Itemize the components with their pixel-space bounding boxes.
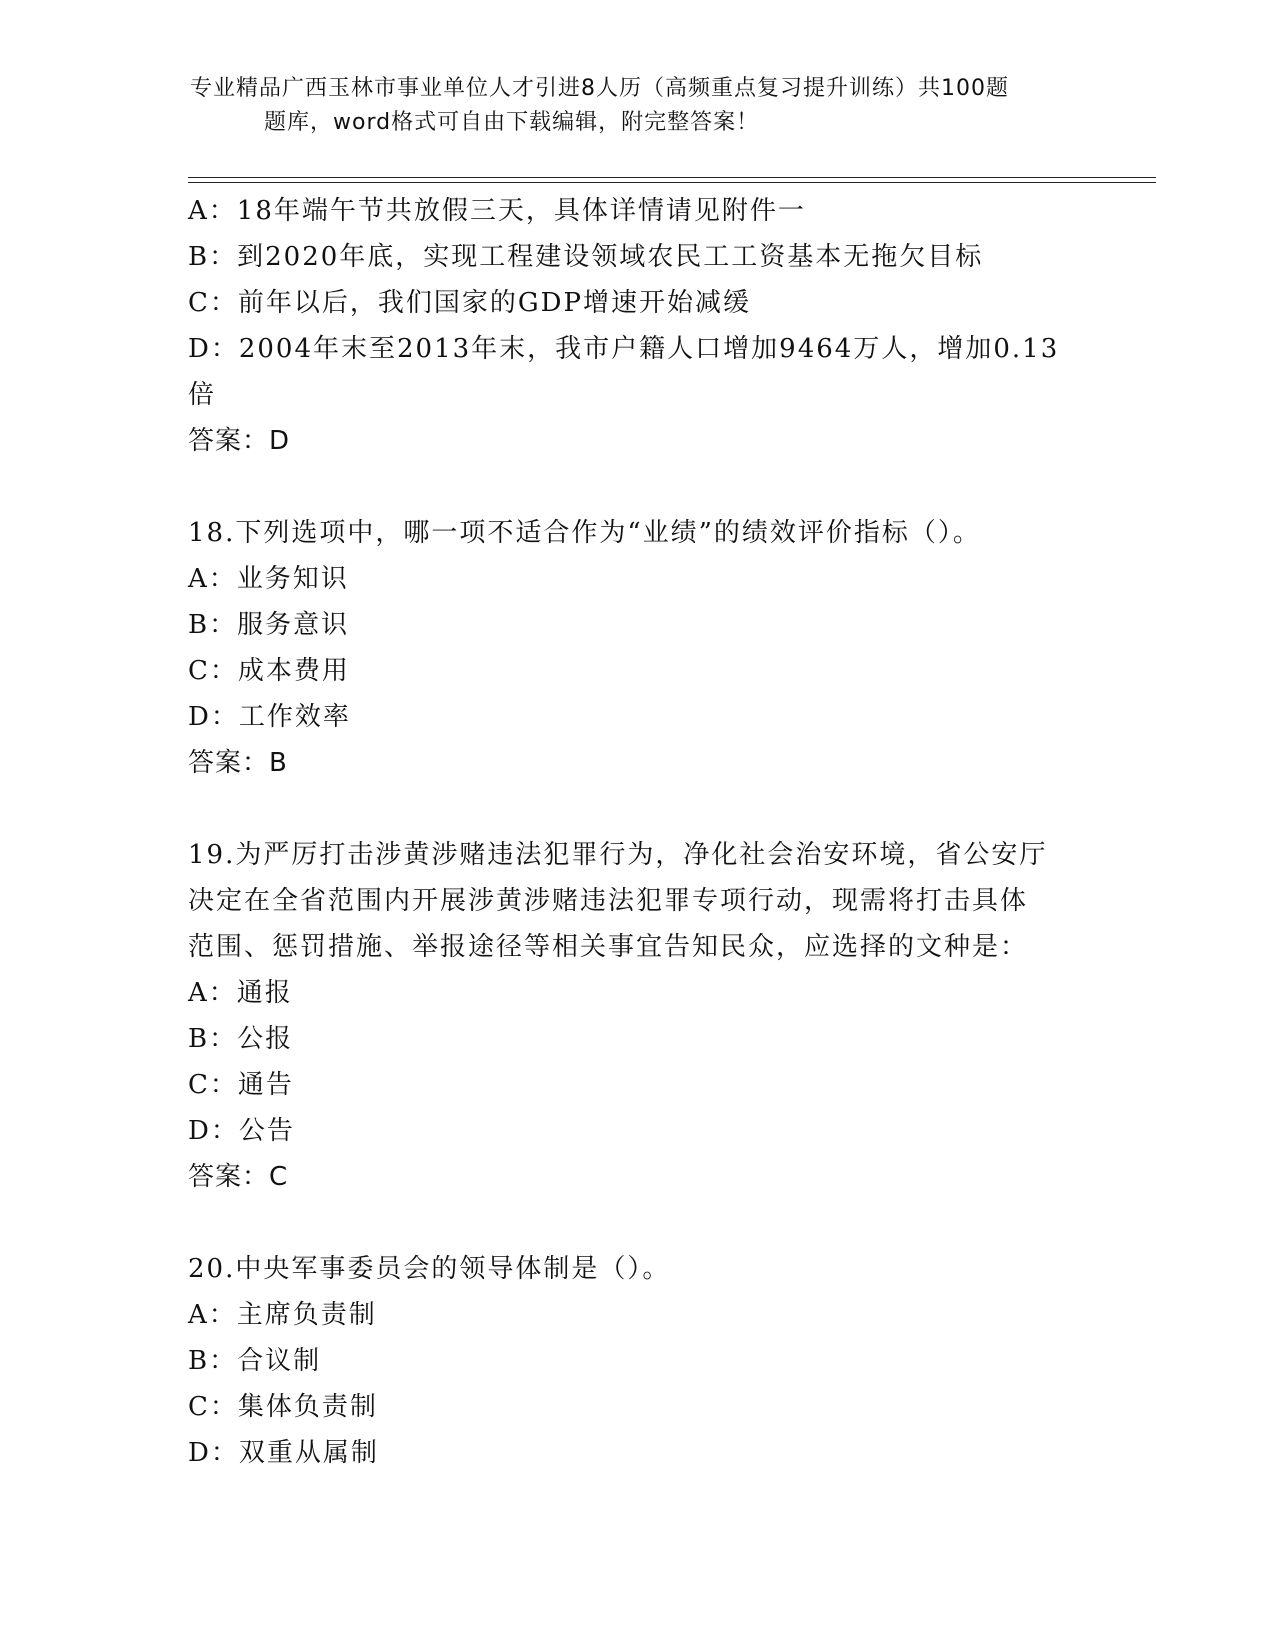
option-b: B：公报 bbox=[188, 1024, 294, 1054]
spacer bbox=[188, 1200, 1088, 1246]
option-d: D：公告 bbox=[188, 1116, 295, 1146]
question-19 bbox=[188, 832, 1088, 1200]
document-title bbox=[190, 72, 1090, 140]
option-b: B：到2020年底，实现工程建设领域农民工工资基本无拖欠目标 bbox=[188, 242, 984, 272]
title-line-2: 题库，word格式可自由下载编辑，附完整答案！ bbox=[264, 110, 760, 135]
question-text-line-1: 19.为严厉打击涉黄涉赌违法犯罪行为，净化社会治安环境，省公安厅 bbox=[188, 840, 1048, 870]
option-d: D：2004年末至2013年末，我市户籍人口增加9464万人，增加0.13 bbox=[188, 334, 1060, 364]
option-a: A：18年端午节共放假三天，具体详情请见附件一 bbox=[188, 196, 806, 226]
header-divider-top bbox=[188, 177, 1156, 178]
option-c: C：集体负责制 bbox=[188, 1392, 378, 1422]
question-18 bbox=[188, 510, 1088, 786]
question-text: 20.中央军事委员会的领导体制是（）。 bbox=[188, 1254, 671, 1284]
option-a: A：业务知识 bbox=[188, 564, 349, 594]
answer: 答案：D bbox=[188, 426, 291, 456]
question-17-tail bbox=[188, 188, 1088, 464]
header-divider-bottom bbox=[188, 182, 1156, 183]
option-b: B：合议制 bbox=[188, 1346, 322, 1376]
spacer bbox=[188, 786, 1088, 832]
question-20 bbox=[188, 1246, 1088, 1476]
option-c: C：成本费用 bbox=[188, 656, 350, 686]
option-d: D：工作效率 bbox=[188, 702, 351, 732]
option-a: A：主席负责制 bbox=[188, 1300, 377, 1330]
question-text-line-3: 范围、惩罚措施、举报途径等相关事宜告知民众，应选择的文种是： bbox=[188, 932, 1029, 962]
option-c: C：前年以后，我们国家的GDP增速开始减缓 bbox=[188, 288, 752, 318]
option-d: D：双重从属制 bbox=[188, 1438, 379, 1468]
answer: 答案：C bbox=[188, 1162, 289, 1192]
question-text: 18.下列选项中，哪一项不适合作为“业绩”的绩效评价指标（）。 bbox=[188, 518, 981, 548]
title-line-1: 专业精品广西玉林市事业单位人才引进8人历（高频重点复习提升训练）共100题 bbox=[190, 76, 1009, 101]
option-a: A：通报 bbox=[188, 978, 293, 1008]
spacer bbox=[188, 464, 1088, 510]
option-d-continued: 倍 bbox=[188, 380, 217, 410]
answer: 答案：B bbox=[188, 748, 288, 778]
question-list bbox=[188, 188, 1088, 1476]
option-b: B：服务意识 bbox=[188, 610, 350, 640]
question-text-line-2: 决定在全省范围内开展涉黄涉赌违法犯罪专项行动，现需将打击具体 bbox=[188, 886, 1029, 916]
option-c: C：通告 bbox=[188, 1070, 294, 1100]
